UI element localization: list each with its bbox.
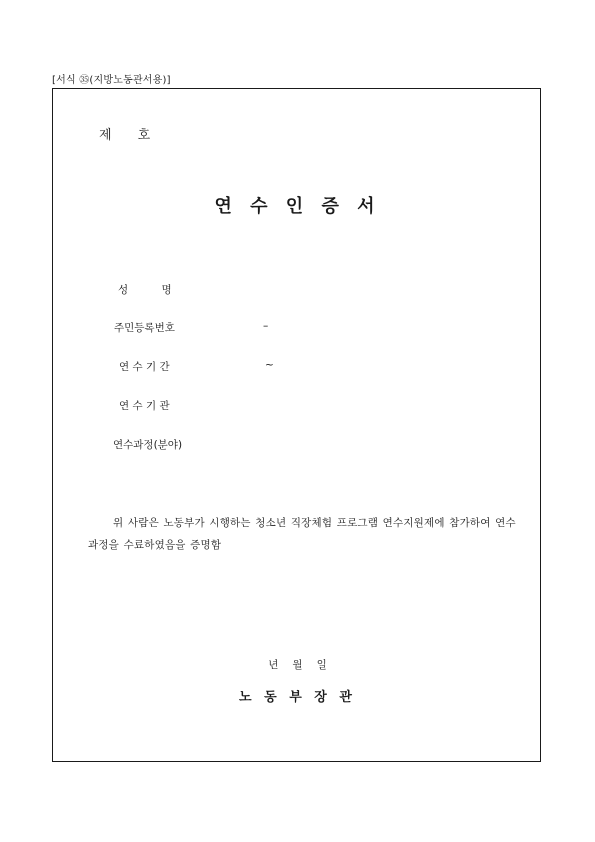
training-institution-label: 연 수 기 관 xyxy=(119,400,170,412)
date-month: 월 xyxy=(292,659,303,671)
date-year: 년 xyxy=(268,659,279,671)
form-label: [서식 ㉟(지방노동관서용)] xyxy=(52,75,171,86)
certificate-number-line xyxy=(99,124,150,143)
date-line xyxy=(0,657,595,672)
resident-number-value: – xyxy=(263,320,269,332)
number-suffix: 호 xyxy=(137,128,151,143)
certificate-title: 연 수 인 증 서 xyxy=(214,196,381,217)
certification-statement: 위 사람은 노동부가 시행하는 청소년 직장체험 프로그램 연수지원제에 참가하여 연수과정을 수료하였음을 증명함 xyxy=(88,517,516,551)
name-label: 성 명 xyxy=(118,284,172,296)
training-course-label: 연수과정(분야) xyxy=(113,439,183,451)
issuer-signature: 노 동 부 장 관 xyxy=(239,690,356,705)
training-period-value: ~ xyxy=(265,359,274,371)
training-period-label: 연 수 기 간 xyxy=(119,361,170,373)
resident-number-label: 주민등록번호 xyxy=(114,322,175,334)
number-prefix: 제 xyxy=(99,128,112,143)
date-day: 일 xyxy=(316,659,327,671)
